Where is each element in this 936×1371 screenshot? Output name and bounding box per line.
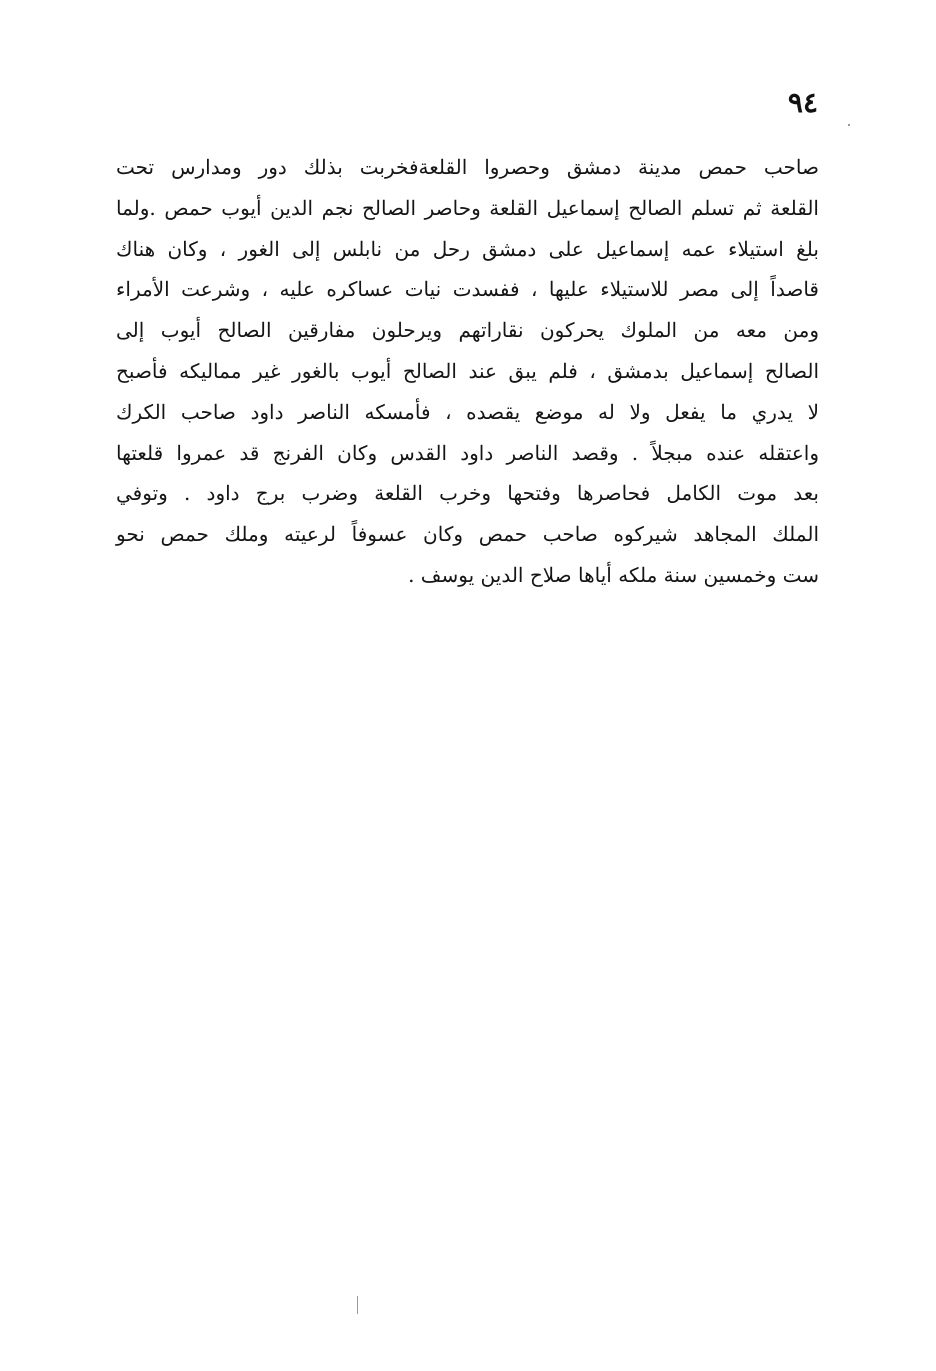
text-line: بعد موت الكامل فحاصرها وفتحها وخرب القلعة وضرب برج داود . وتوفي	[116, 481, 819, 506]
text-line: القلعة ثم تسلم الصالح إسماعيل القلعة وحاصر الصالح نجم الدين أيوب حمص .ولما	[116, 195, 819, 220]
text-line: الصالح إسماعيل بدمشق ، فلم يبق عند الصالح أيوب بالغور غير مماليكه فأصبح	[116, 358, 819, 383]
page-number: ٩٤	[787, 86, 818, 119]
text-line: قاصداً إلى مصر للاستيلاء عليها ، ففسدت نيات عساكره عليه ، وشرعت الأمراء	[116, 277, 819, 302]
text-line: ومن معه من الملوك يحركون نقاراتهم ويرحلون مفارقين الصالح أيوب إلى	[116, 318, 819, 343]
text-line: صاحب حمص مدينة دمشق وحصروا القلعةفخربت بذلك دور ومدارس تحت	[116, 155, 819, 179]
text-line-last: ست وخمسين سنة ملكه أياها صلاح الدين يوسف .	[408, 562, 819, 587]
body-text	[116, 147, 819, 596]
text-line: لا يدري ما يفعل ولا له موضع يقصده ، فأمسكه الناصر داود صاحب الكرك	[116, 399, 819, 424]
scan-speck	[848, 124, 850, 126]
text-line: الملك المجاهد شيركوه صاحب حمص وكان عسوفاً لرعيته وملك حمص نحو	[116, 522, 819, 547]
scan-speck	[357, 1296, 358, 1314]
text-line: واعتقله عنده مبجلاً . وقصد الناصر داود القدس وكان الفرنج قد عمروا قلعتها	[116, 440, 819, 465]
text-line: بلغ استيلاء عمه إسماعيل على دمشق رحل من نابلس إلى الغور ، وكان هناك	[116, 236, 819, 261]
